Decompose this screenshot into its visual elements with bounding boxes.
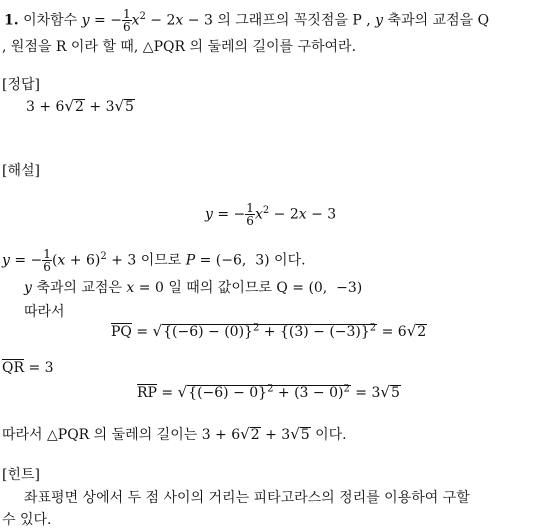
problem-line-1: 1. 이차함수 y = − $\frac{1}{6}$ $x^2 - 2x - 3$ 의 그래프의 꼭짓점을 P , y 축과의 교점을 Q bbox=[4, 7, 490, 34]
hint-line-1: 좌표평면 상에서 두 점 사이의 거리는 피타고라스의 정리를 이용하여 구할 bbox=[24, 490, 470, 506]
solution-ttaraseo: 따라서 bbox=[24, 304, 65, 320]
problem-line-2: , 원점을 R 이라 할 때, △PQR 의 둘레의 길이를 구하여라. bbox=[2, 39, 357, 55]
solution-eq-2: y = − $\frac{1}{6}$ $(x + 6)^2 + 3$ 이므로 P = (−6, 3) 이다. bbox=[2, 247, 306, 274]
solution-eq-1: y = − $\frac{1}{6}$ $x^2 - 2x - 3$ bbox=[205, 201, 337, 228]
answer-value: 3 + 6√2 + 3√5 bbox=[26, 97, 134, 115]
solution-qr: $\overline{QR} = 3$ bbox=[2, 360, 54, 376]
eq2-tail: 이므로 bbox=[140, 252, 182, 269]
problem-text-c: 축과의 교점을 Q bbox=[387, 12, 490, 29]
conclusion-a: 따라서 △PQR 의 둘레의 길이는 bbox=[2, 427, 198, 443]
solution-y-axis-line: y 축과의 교점은 x = 0 일 때의 값이므로 Q = (0, −3) bbox=[24, 280, 363, 296]
conclusion-b: 이다. bbox=[315, 427, 347, 443]
solution-heading: [해설] bbox=[2, 163, 40, 179]
problem-text-b: 의 그래프의 꼭짓점을 P , bbox=[217, 12, 371, 29]
solution-rp: $\overline{RP} = √\{(-6) - 0\}^2 + (3 - 0)^2 = 3√5$ bbox=[137, 383, 400, 401]
hint-line-2: 수 있다. bbox=[2, 512, 52, 528]
problem-number: 1. bbox=[4, 12, 19, 29]
solution-conclusion: 따라서 △PQR 의 둘레의 길이는 3 + 6√2 + 3√5 이다. bbox=[2, 425, 347, 443]
hint-heading: [힌트] bbox=[2, 467, 40, 483]
problem-text-a: 이차함수 bbox=[23, 12, 78, 29]
answer-heading: [정답] bbox=[2, 77, 40, 93]
solution-pq: $\overline{PQ} = √\{(-6) - (0)\}^2 + \{(3) - (-3)\}^2 = 6√2$ bbox=[111, 322, 427, 340]
eq2-end: 이다. bbox=[274, 252, 306, 269]
